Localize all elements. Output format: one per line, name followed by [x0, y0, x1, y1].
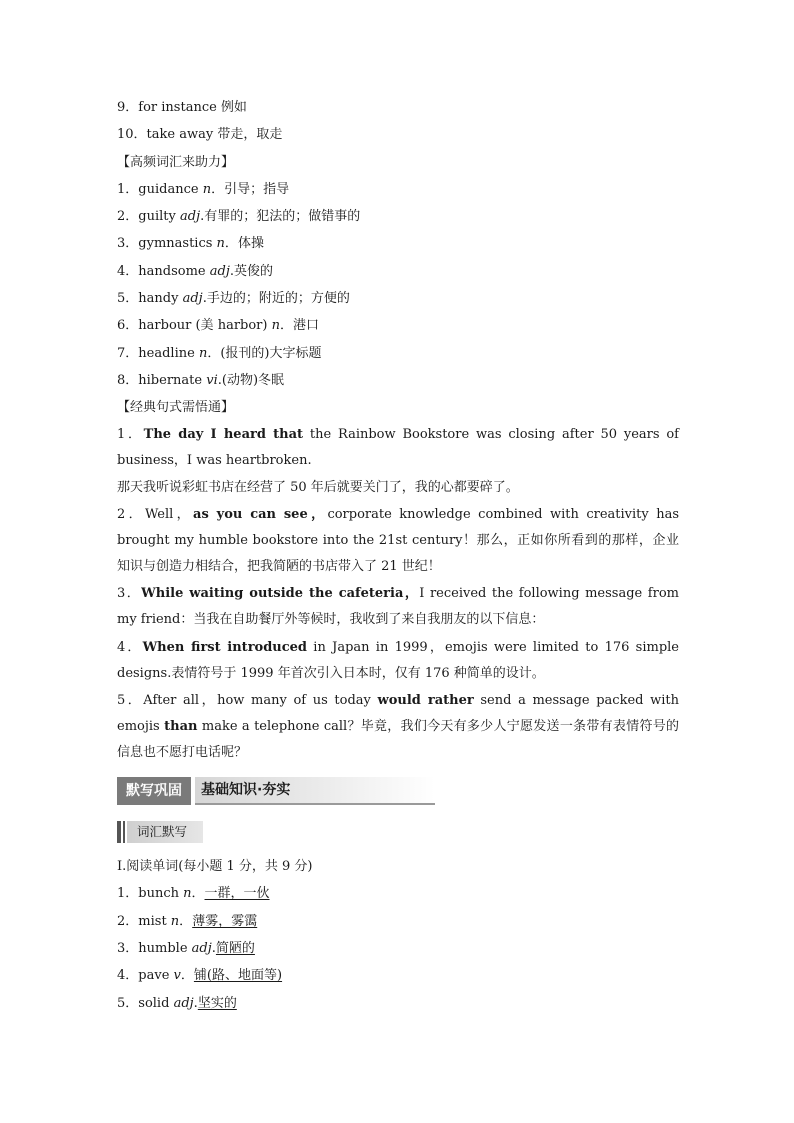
- vocab-meaning: 英俊的: [234, 263, 274, 279]
- pos-separator: ．: [191, 886, 205, 902]
- pos-separator: ．: [180, 968, 194, 984]
- pos-separator: ．: [279, 318, 293, 334]
- vocab-meaning: (动物)冬眠: [221, 372, 285, 388]
- exercise-item: [117, 962, 679, 989]
- exercise-item: [117, 935, 679, 962]
- part-of-speech: vi: [206, 372, 218, 388]
- subsection-label-box: [117, 821, 679, 843]
- sentence-text: in Japan in 1999，emojis were limited to 176 simple designs.表情符号于 1999 年首次引入日本时，仅有 176 种简单的设计。: [117, 639, 679, 681]
- item-number: 5．: [117, 291, 139, 307]
- sentence-text: make a telephone call？毕竟，我们今天有多少人宁愿发送一条带有表情符号的信息也不愿打电话呢？: [117, 719, 679, 761]
- label-bar-decoration: [117, 821, 121, 843]
- key-pattern: While waiting outside the cafeteria，: [141, 586, 420, 602]
- phrase-item: [117, 121, 679, 148]
- exercise-item: [117, 880, 679, 907]
- pos-separator: .: [229, 263, 234, 279]
- vocab-word: harbour (美 harbor): [138, 318, 272, 334]
- sentence-text: corporate knowledge combined with creativity has brought my humble bookstore into the 21st century！那么，正如你所看到的那样，企业知识与创造力相结合，把我简陋的书店带入了 21 世纪！: [117, 507, 680, 575]
- item-number: 9．: [117, 100, 139, 115]
- exercise-answer: 铺(路、地面等): [193, 968, 283, 984]
- exercise-item: [117, 990, 679, 1017]
- vocab-item: [117, 312, 679, 339]
- sentence-text: the Rainbow Bookstore was closing after 50 years of business，I was heartbroken.: [117, 426, 679, 468]
- sentence-text: I received the following message from my friend：当我在自助餐厅外等候时，我收到了来自我朋友的以下信息：: [117, 586, 679, 628]
- item-number: 3．: [117, 236, 139, 252]
- part-of-speech: adj: [173, 995, 194, 1011]
- item-number: 1．: [117, 181, 139, 197]
- item-number: 2．: [117, 507, 145, 523]
- item-number: 7．: [117, 345, 139, 361]
- exercise-answer: 一群，一伙: [204, 886, 270, 902]
- part-of-speech: n: [170, 913, 180, 929]
- vocab-meaning: 引导；指导: [224, 181, 290, 197]
- sentence-text: send a message packed with emojis: [117, 693, 679, 735]
- item-number: 8．: [117, 372, 139, 388]
- label-bar-decoration: [123, 821, 125, 843]
- vocab-word: gymnastics: [138, 236, 217, 252]
- part-of-speech: n: [271, 318, 280, 334]
- pos-separator: ．: [207, 345, 221, 361]
- subsection-label: 词汇默写: [127, 821, 203, 843]
- key-pattern: When first introduced: [142, 639, 308, 655]
- exercise-answer: 坚实的: [197, 995, 237, 1011]
- vocab-section-header: 【高频词汇来助力】: [117, 154, 235, 170]
- pos-separator: .: [211, 940, 216, 956]
- exercise-word: solid: [138, 995, 174, 1011]
- pos-separator: .: [193, 995, 198, 1011]
- phrase-text: take away 带走，取走: [146, 127, 283, 143]
- key-pattern: than: [164, 719, 198, 735]
- vocab-word: headline: [138, 345, 199, 361]
- sentence-translation: 那天我听说彩虹书店在经营了 50 年后就要关门了，我的心都要碎了。: [117, 479, 519, 495]
- item-number: 4．: [117, 639, 143, 655]
- part-of-speech: adj: [182, 291, 203, 307]
- exercise-word: mist: [138, 913, 171, 929]
- pos-separator: .: [200, 209, 205, 225]
- item-number: 6．: [117, 318, 139, 334]
- item-number: 4．: [117, 968, 139, 984]
- sentence-item: [117, 422, 679, 474]
- item-number: 10．: [117, 127, 147, 143]
- vocab-word: handy: [138, 291, 183, 307]
- vocab-item: [117, 285, 679, 312]
- pos-separator: ．: [179, 913, 193, 929]
- phrase-item: [117, 94, 679, 121]
- exercise-answer: 薄雾，雾霭: [192, 913, 258, 929]
- item-number: 1．: [117, 886, 139, 902]
- vocab-item: [117, 258, 679, 285]
- item-number: 5．: [117, 995, 139, 1011]
- vocab-word: hibernate: [138, 372, 207, 388]
- exercise-word: bunch: [138, 886, 184, 902]
- vocab-item: [117, 230, 679, 257]
- banner-title: 基础知识·夯实: [195, 777, 435, 805]
- key-pattern: The day I heard that: [143, 426, 304, 442]
- key-pattern: would rather: [377, 693, 474, 709]
- vocab-meaning: 体操: [237, 236, 264, 252]
- vocab-item: [117, 176, 679, 203]
- exercise-answer: 简陋的: [215, 940, 255, 956]
- exercise-item: [117, 908, 679, 935]
- vocab-word: guilty: [138, 209, 180, 225]
- part-of-speech: n: [202, 181, 212, 197]
- section-banner: [117, 777, 679, 805]
- exercise-word: humble: [138, 940, 192, 956]
- phrase-text: for instance 例如: [138, 100, 247, 115]
- vocab-item: [117, 340, 679, 367]
- part-of-speech: n: [198, 345, 208, 361]
- part-of-speech: adj: [209, 263, 230, 279]
- key-pattern: as you can see，: [193, 507, 328, 523]
- pos-separator: .: [217, 372, 222, 388]
- vocab-meaning: 有罪的；犯法的；做错事的: [204, 209, 361, 225]
- part-of-speech: adj: [180, 209, 201, 225]
- part-of-speech: n: [183, 886, 192, 902]
- sentence-item: [117, 688, 679, 766]
- sentence-item: [117, 502, 679, 580]
- part-of-speech: n: [216, 236, 225, 252]
- item-number: 3．: [117, 940, 139, 956]
- sentence-item: [117, 581, 679, 633]
- sentence-text: After all，how many of us today: [143, 693, 378, 709]
- sentence-text: Well，: [144, 507, 194, 523]
- item-number: 5．: [117, 693, 144, 709]
- sentence-section-header: 【经典句式需悟通】: [117, 400, 235, 416]
- item-number: 1．: [117, 426, 144, 442]
- item-number: 2．: [117, 209, 139, 225]
- sentence-item: [117, 635, 679, 687]
- exercise-title: Ⅰ.阅读单词(每小题 1 分，共 9 分): [117, 859, 313, 875]
- page-content: [117, 94, 679, 1017]
- vocab-meaning: 港口: [293, 318, 320, 334]
- vocab-word: guidance: [138, 181, 203, 197]
- vocab-item: [117, 367, 679, 394]
- pos-separator: .: [202, 291, 207, 307]
- part-of-speech: adj: [191, 940, 212, 956]
- pos-separator: ．: [224, 236, 238, 252]
- banner-tag: 默写巩固: [117, 777, 193, 805]
- part-of-speech: v: [173, 968, 181, 984]
- vocab-meaning: 手边的；附近的；方便的: [206, 291, 350, 307]
- exercise-word: pave: [138, 968, 174, 984]
- item-number: 2．: [117, 913, 139, 929]
- item-number: 3．: [117, 586, 142, 602]
- item-number: 4．: [117, 263, 139, 279]
- pos-separator: ．: [211, 181, 225, 197]
- vocab-meaning: (报刊的)大字标题: [220, 345, 322, 361]
- vocab-word: handsome: [138, 263, 210, 279]
- vocab-item: [117, 203, 679, 230]
